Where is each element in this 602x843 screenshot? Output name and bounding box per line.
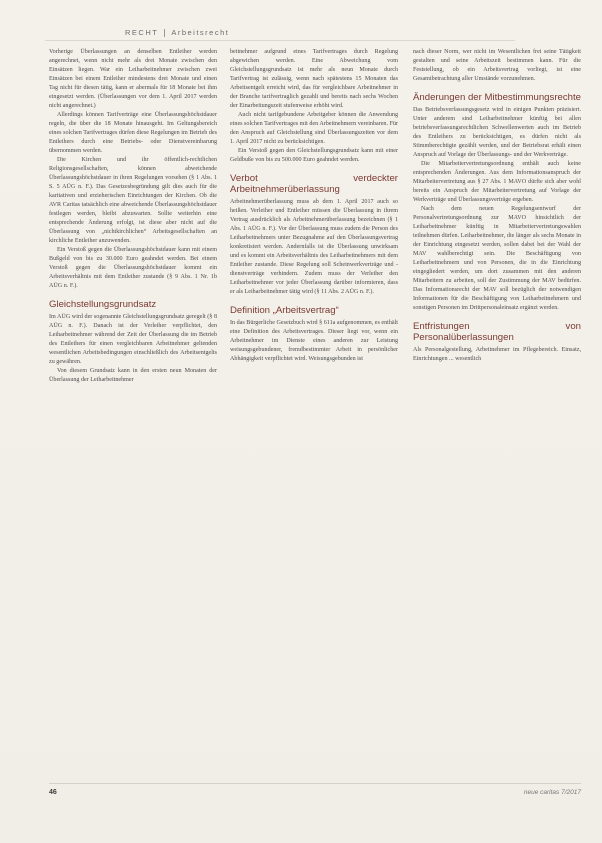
section-heading: Änderungen der Mitbestimmungsrechte: [413, 92, 581, 103]
body-paragraph: Als Personalgestellung, Arbeitnehmer im Pflegebereich. Einsatz, Einrichtungen ... wesentlich: [413, 347, 581, 362]
section-heading: Gleichstellungsgrundsatz: [49, 299, 157, 310]
running-header: [125, 28, 229, 37]
section-heading: Definition „Arbeitsvertrag“: [230, 305, 339, 316]
body-paragraph: Auch nicht tarifgebundene Arbeitgeber können die Anwendung eines solchen Tarifvertrages mit den Arbeitnehmern vereinbaren. Für den Anspruch auf Gleichstellung sind Überlassungszeiten vor dem 1. April 2017 nicht zu berücksichtigen.: [230, 112, 398, 145]
text-column-3: [413, 48, 581, 773]
body-paragraph: Nach dem neuen Regelungsentwurf der Personalvertretungsordnung zur MAVO hinsichtlich der Leiharbeitnehmer künftig in Mitarbeitervertretungswahlen teilnehmen dürfen. Leiharbeitnehmer, die länger als sechs Monate in der Einrichtung eingesetzt werden, sollen dabei bei der Wahl der MAV wahlberechtigt sein. Die Beschäftigung von Leiharbeitnehmern und von Personen, die in die Einrichtung eingegliedert werden, um dort zusammen mit den anderen Mitarbeitern zu arbeiten, soll der Zustimmung der MAV bedürfen. Das Informationsrecht der MAV soll bezüglich der notwendigen Informationen für die Beschäftigung von Leiharbeitnehmern und sonstigen Personen im Drittpersonaleinsatz ergänzt werden.: [413, 206, 581, 311]
body-paragraph: Von diesem Grundsatz kann in den ersten neun Monaten der Überlassung der Leiharbeitnehmer: [49, 368, 217, 383]
body-paragraph: Die Kirchen und ihr öffentlich-rechtlichen Religionsgesellschaften, können abweichende Überlassungshöchstdauer in ihren Regelungen vorsehen (§ 1 Abs. 1 S. 5 AÜG n. F.). Das Gesetzesbegründung gilt dies auch für die karitativen und erzieherischen Einrichtungen der Kirchen. Ob die AVR Caritas tatsächlich eine abweichende Überlassungshöchstdauer festlegen werden, bleibt abzuwarten. Sollte weiterhin eine entsprechende Änderung erfolgt, ist diese aber nicht auf die Überlassung von „nichtkirchlichen“ Arbeitsgesellschaften an kirchliche Entleiher anzuwenden.: [49, 157, 217, 244]
header-section: RECHT: [125, 28, 159, 37]
body-paragraph: nach dieser Norm, wer nicht im Wesentlichen frei seine Tätigkeit gestalten und seine Arbeitszeit bestimmen kann. Für die Feststellung, ob ein Arbeitsvertrag vorliegt, ist eine Gesamtbetrachtung aller Umstände vorzunehmen.: [413, 49, 581, 82]
body-paragraph: Allerdings können Tarifverträge eine Überlassungshöchstdauer regeln, die über die 18 Monate hinausgeht. Im Geltungsbereich eines solchen Tarifvertrages dürfen diese Regelungen im Betrieb des Entleihers durch eine Betriebs- oder Dienstvereinbarung übernommen werden.: [49, 112, 217, 154]
body-paragraph: Das Betriebsverfassungsgesetz wird in einigen Punkten präzisiert. Unter anderem sind Leiharbeitnehmer künftig bei allen betriebsverfassungsrechtlichen Schwellenwerten auch im Betrieb des Entleihers zu berücksichtigen, es dürfen nicht als Stimmberechtigte gezählt werden, und der Betriebsrat erhält einen Anspruch auf Vorlage der Überlassungs- und der Werkverträge.: [413, 107, 581, 158]
body-paragraph: Arbeitnehmerüberlassung muss ab dem 1. April 2017 auch so heißen. Verleiher und Entleiher müssen die Überlassung in ihrem Vertrag ausdrücklich als Arbeitnehmerüberlassung bezeichnen (§ 1 Abs. 1 AÜG n. F.). Vor der Überlassung muss zudem die Person des Leiharbeitnehmers unter Bezugnahme auf den Überlassungsvertrag konkretisiert werden. Andernfalls ist die Überlassung unwirksam und es kommt ein Arbeitsverhältnis des Leiharbeitnehmers mit dem Entleiher zustande. Diese Regelung soll Scheinwerkverträge und -dienstverträge verhindern. Zudem muss der Verleiher den Leiharbeitnehmer vor jeder Überlassung darüber informieren, dass er als Leiharbeitnehmer tätig wird (§ 11 Abs. 2 AÜG n. F.).: [230, 199, 398, 295]
header-separator: [164, 29, 165, 37]
footer-rule: [49, 783, 581, 784]
header-topic: Arbeitsrecht: [171, 28, 230, 37]
text-column-2: [230, 48, 398, 773]
magazine-issue: neue caritas 7/2017: [523, 789, 581, 796]
body-paragraph: Im AÜG wird der sogenannte Gleichstellungsgrundsatz geregelt (§ 8 AÜG n. F.). Danach ist der Verleiher verpflichtet, den Leiharbeitnehmer während der Zeit der Überlassung die im Betrieb des Entleihers für einen vergleichbaren Arbeitnehmer geltenden wesentlichen Arbeitsbedingungen einschließlich des Arbeitsentgelts zu gewähren.: [49, 314, 217, 365]
body-paragraph: Die Mitarbeitervertretungsordnung enthält auch keine entsprechenden Änderungen. Aus dem Informationsanspruch der Mitarbeitervertretung aus § 27 Abs. 1 MAVO dürfte sich aber wohl bereits ein Anspruch der Mitarbeitervertretung auf Vorlage der Werkverträge und Überlassungsverträge ergeben.: [413, 161, 581, 203]
body-paragraph: In das Bürgerliche Gesetzbuch wird § 611a aufgenommen, es enthält eine Definition des Arbeitsvertrages. Dieser liegt vor, wenn ein Arbeitnehmer im Dienste eines anderen zur Leistung weisungsgebundener, fremdbestimmter Arbeit in persönlicher Abhängigkeit verpflichtet wird. Weisungsgebunden ist: [230, 320, 398, 362]
body-paragraph: beitnehmer aufgrund eines Tarifvertrages durch Regelung abgewichen werden. Eine Abweichung vom Gleichstellungsgrundsatz ist mehr als neun Monate durch Tarifvertrag ist zulässig, wenn nach spätestens 15 Monaten das Arbeitsentgelt erreicht wird, das für vergleichbare Arbeitnehmer in der Branche tarifvertraglich gezahlt und bereits nach sechs Wochen der Einarbeitungszeit stufenweise erhöht wird.: [230, 49, 398, 109]
text-column-1: [49, 48, 217, 773]
body-paragraph: Vorherige Überlassungen an denselben Entleiher werden angerechnet, wenn nicht mehr als drei Monate zwischen den Einsätzen liegen. War ein Leiharbeitnehmer zwischen zwei Einsätzen bei einem Entleiher mindestens drei Monate und einen Tag nicht für diesen tätig, kann er abermals für 18 Monate bei ihm eingesetzt werden. (Überlassungen vor dem 1. April 2017 werden nicht angerechnet.): [49, 49, 217, 109]
header-rule: [45, 40, 515, 41]
page-number: 46: [49, 789, 57, 796]
body-paragraph: Ein Verstoß gegen den Gleichstellungsgrundsatz kann mit einer Geldbuße von bis zu 500.000 Euro geahndet werden.: [230, 148, 398, 163]
section-heading: Entfristungen von Personalüberlassungen: [413, 321, 581, 343]
body-paragraph: Ein Verstoß gegen die Überlassungshöchstdauer kann mit einem Bußgeld von bis zu 30.000 Euro geahndet werden. Bei einem Verstoß gegen die Überlassungshöchstdauer kommt ein Arbeitsverhältnis mit dem Entleiher zustande (§ 9 Abs. 1 Nr. 1b AÜG n. F.).: [49, 247, 217, 289]
section-heading: Verbot verdeckter Arbeitnehmerüberlassung: [230, 173, 398, 195]
